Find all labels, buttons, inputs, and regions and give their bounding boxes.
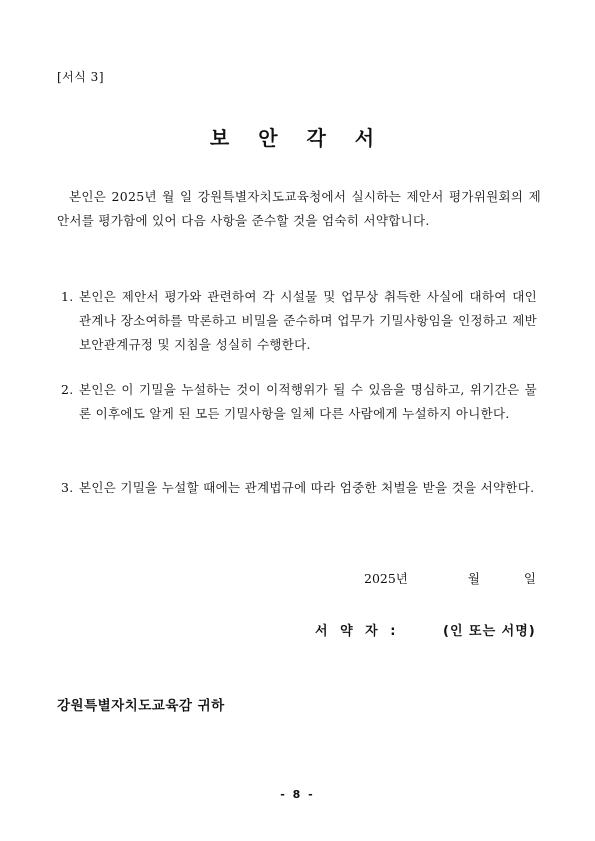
- pledge-item-3: [61, 476, 537, 500]
- pledger-label: 서 약 자 :: [315, 624, 400, 639]
- item-text: 본인은 제안서 평가와 관련하여 각 시설물 및 업무상 취득한 사실에 대하여 대인 관계나 장소여하를 막론하고 비밀을 준수하며 업무가 기밀사항임을 인정하고 제반 보안관계규정 및 지침을 성실히 수행한다.: [79, 289, 537, 352]
- intro-text: 본인은 2025년 월 일 강원특별자치도교육청에서 실시하는 제안서 평가위원회의 제안서를 평가함에 있어 다음 사항을 준수할 것을 엄숙히 서약합니다.: [57, 189, 541, 228]
- page-number: - 8 -: [280, 788, 315, 801]
- form-label: [서식 3]: [57, 70, 104, 84]
- item-text: 본인은 이 기밀을 누설하는 것이 이적행위가 될 수 있음을 명심하고, 위기간은 물론 이후에도 알게 된 모든 기밀사항을 일체 다른 사람에게 누설하지 아니한다.: [79, 382, 537, 421]
- signature-date: [364, 569, 536, 587]
- item-number: 3.: [61, 480, 74, 495]
- document-title: 보 안 각 서: [209, 126, 386, 150]
- date-year: 2025년: [364, 571, 408, 586]
- pledger-sign-field: (인 또는 서명): [443, 624, 536, 639]
- addressee: 강원특별자치도교육감 귀하: [57, 698, 225, 714]
- pledger-line: [315, 620, 536, 639]
- pledge-item-1: [61, 285, 537, 357]
- item-number: 2.: [61, 382, 74, 397]
- date-day: 일: [523, 571, 536, 586]
- pledge-item-2: [61, 378, 537, 426]
- date-month: 월: [467, 571, 480, 586]
- intro-paragraph: [57, 185, 541, 233]
- item-number: 1.: [61, 289, 74, 304]
- item-text: 본인은 기밀을 누설할 때에는 관계법규에 따라 엄중한 처벌을 받을 것을 서약한다.: [79, 480, 535, 495]
